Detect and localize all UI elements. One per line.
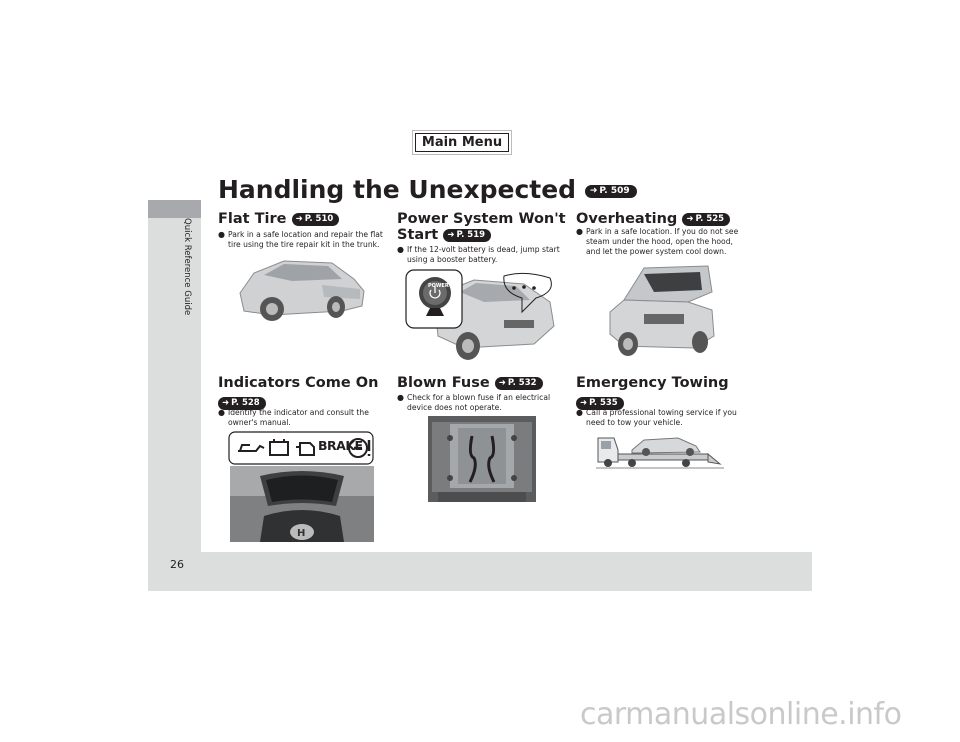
flat-tire-page-ref[interactable]: ➜ P. 510 <box>292 213 340 226</box>
blown-fuse-text: ● Check for a blown fuse if an electrical device does not operate. <box>397 393 567 413</box>
brake-indicator-label: BRAKE <box>318 438 363 453</box>
overheating-page-ref[interactable]: ➜ P. 525 <box>682 213 730 226</box>
arrow-icon: ➜ <box>498 377 506 388</box>
main-menu-button[interactable]: Main Menu <box>415 133 509 152</box>
blown-fuse-page-ref[interactable]: ➜ P. 532 <box>495 377 543 390</box>
sidebar-label: Quick Reference Guide <box>182 218 192 316</box>
power-system-heading-line1: Power System Won't <box>397 211 566 227</box>
arrow-icon: ➜ <box>580 398 588 408</box>
bottom-bar <box>148 552 812 591</box>
arrow-icon: ➜ <box>589 185 598 196</box>
flat-tire-heading: Flat Tire ➜ P. 510 <box>218 211 339 227</box>
blown-fuse-heading: Blown Fuse ➜ P. 532 <box>397 375 543 391</box>
watermark-text: carmanualsonline.info <box>580 697 902 732</box>
arrow-icon: ➜ <box>295 213 303 224</box>
page-title <box>218 175 637 204</box>
page-number: 26 <box>170 558 184 571</box>
overheating-car-image <box>604 262 716 356</box>
indicators-heading: Indicators Come On <box>218 375 379 391</box>
power-button-label: POWER <box>428 283 449 289</box>
arrow-icon: ➜ <box>222 398 230 408</box>
dashboard-image <box>230 466 374 542</box>
towing-page-ref[interactable]: ➜ P. 535 <box>576 397 624 410</box>
title-text: Handling the Unexpected <box>218 175 577 204</box>
arrow-icon: ➜ <box>447 229 455 240</box>
towing-text: ● Call a professional towing service if you need to tow your vehicle. <box>576 408 746 428</box>
power-system-car-image <box>404 266 556 364</box>
title-page-ref[interactable]: ➜ P. 509 <box>585 185 637 198</box>
power-system-page-ref[interactable]: ➜ P. 519 <box>443 229 491 242</box>
tow-truck-image <box>596 428 724 470</box>
power-system-heading-line2: Start ➜ P. 519 <box>397 227 491 243</box>
overheating-heading: Overheating ➜ P. 525 <box>576 211 730 227</box>
towing-heading: Emergency Towing <box>576 375 729 391</box>
arrow-icon: ➜ <box>686 213 694 224</box>
indicators-text: ● Identify the indicator and consult the owner's manual. <box>218 408 388 428</box>
fuse-image <box>428 416 536 502</box>
overheating-text: ● Park in a safe location. If you do not see steam under the hood, open the hood, and let the power system cool down. <box>576 227 746 257</box>
indicators-page-ref[interactable]: ➜ P. 528 <box>218 397 266 410</box>
flat-tire-car-image <box>232 251 369 328</box>
flat-tire-text: ● Park in a safe location and repair the flat tire using the tire repair kit in the trunk. <box>218 230 388 250</box>
power-system-text: ● If the 12-volt battery is dead, jump start using a booster battery. <box>397 245 567 265</box>
svg-text:H: H <box>297 528 306 539</box>
sidebar-tab <box>148 200 201 218</box>
